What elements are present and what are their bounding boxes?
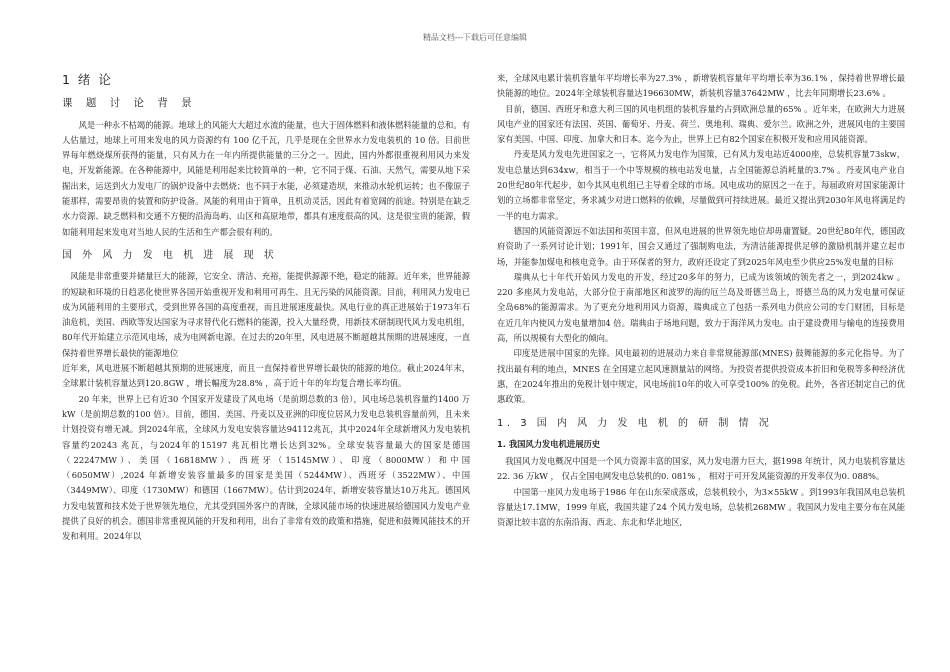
paragraph: 风是一种永不枯竭的能源。地球上的风能大大超过水流的能量，也大于固体燃料和液体燃料能量的总和。有人估量过，地球上可用来发电的风力资源约有 100 亿千瓦，几乎是现在全世界水力发电装机的 10 倍。目前世界每年燃烧煤所获得的能量，只有风力在一年内所提供能量的三分之一。因此，国内外都很重视利用风力来发电，开发新能源。在各种能源中，风能是利用起来比较简单的一种，它不同于煤、石油、天然气，需要从地下采掘出来，运送到火力发电厂的锅炉设备中去燃烧；也不同于水能，必须建造坝，来推动水轮机运转；也不像原子能那样，需要昂贵的装置和防护设备。风能的利用由于简单，且机动灵活，因此有着宽阔的前途。特别是在缺乏水力资源、缺乏燃料和交通不方便的沿海岛屿、山区和高原地带，都具有速度很高的风。这是很宝贵的能源，假如能利用起来发电对当地人民的生活和生产都会很有利的。: [62, 119, 470, 237]
left-column: [62, 72, 470, 545]
paragraph: 目前，德国、西班牙和意大利三国的风电机组的装机容量约占到欧洲总量的65% 。近年来，在欧洲大力进展风电产业的国家还有法国、英国、葡萄牙、丹麦、荷兰、奥地利、瑞典、爱尔兰。欧洲之外，进展风电的主要国家有美国、中国、印度、加拿大和日本。迄今为止，世界上已有82个国家在积极开发和应用风能资源。: [497, 103, 905, 145]
paragraph: 印度是进展中国家的先锋。风电最初的进展动力来自非常规能源部(MNES) 鼓舞能源的多元化指导。为了找出最有利的地点，MNES 在全国建立起风速测量站的网络。为投资者提供投资成本折旧和免税等多种经济优惠，在2024年推出的免税计划中规定，风电场前10年的收入可享受100% 的免税。此外，各省还制定自己的优惠政策。: [497, 348, 905, 405]
paragraph: 近年来，风电进展不断超越其预期的进展速度，而且一直保持着世界增长最快的能源的地位。截止2024年末，全球累计装机容量达到120.8GW ，增长幅度为28.8% ，高于近十年的年均复合增长率均值。: [62, 363, 470, 389]
header-note: 精品文档---下载后可任意编辑: [422, 33, 528, 42]
paragraph: 我国风力发电概况中国是一个风力资源丰富的国家，风力发电潜力巨大，据1998 年统计，风力电装机容量达22. 36 万kW ， 仅占全国电网发电总装机的0. 081% ， 相对于可开发风能资源的开发率仅为0. 088%。: [497, 456, 905, 482]
section-title-foreign: 国 外 风 力 发 电 机 进 展 现 状: [62, 249, 278, 261]
paragraph: 中国第一座风力发电场于1986 年在山东荣成落成，总装机较小，为3×55kW 。到1993年我国风电总装机容量达17.1MW，1999 年底，我国共建了24 个风力发电场，总装机268MW 。我国风力发电主要分布在风能资源比较丰富的东南沿海、西北、东北和华北地区,: [497, 486, 905, 528]
section-title-domestic: 1. 3 国 内 风 力 发 电 机 的 研 制 情 况: [497, 417, 773, 429]
subsection-title: 1. 我国风力发电机进展历史: [497, 438, 601, 449]
section-title-background: 课 题 讨 论 背 景: [62, 97, 197, 110]
paragraph: 丹麦是风力发电先进国家之一，它将风力发电作为国策，已有风力发电站近4000座，总装机容量73skw，发电总量达到634xw，相当于一个中等规模的核电站发电量，占全国能源总消耗量的3.7% 。丹麦风电产业自20世纪80年代起步，如今其风电机组已主导着全球的市场。风电成功的原因之一在于，每届政府对国家能源计划的立场都非常坚定，务求减少对进口燃料的依赖，尽量做到可持续进展。最近又提出到2030年风电将满足约一半的电力需求。: [497, 149, 905, 221]
paragraph: 瑞典从七十年代开始风力发电的开发，经过20多年的努力，已成为该领域的领先者之一，到2024kw 。220 多座风力发电站，大部分位于南部地区和波罗的海的厄兰岛及哥德兰岛上，哥德兰岛的风力发电量可保证全岛68%的能源需求。为了更充分地利用风力资源，瑞典成立了包括一系列电力供应公司的专门财团，目标是在近几年内使风力发电量增加4 倍。瑞典由于场地问题，致力于海洋风力发电。由于建设费用与输电的连接费用高，所以规模有大型化的倾向。: [497, 271, 905, 344]
paragraph: 风能是非常重要并储量巨大的能源，它安全、清洁、充裕，能提供源源不绝，稳定的能源。近年来，世界能源的短缺和环境的日趋恶化使世界各国开始重视开发和利用可再生、且无污染的风能资源。目前，利用风力发电已成为风能利用的主要形式，受到世界各国的高度重视，而且进展速度最快。风电行业的真正进展始于1973年石油危机，美国、西欧等发达国家为寻求替代化石燃料的能源，投入大量经费，用新技术研制现代风力发电机组，80年代开始建立示范风电场，成为电网新电源。在过去的20年里，风电进展不断超越其预期的进展速度，一直保持着世界增长最快的能源地位: [62, 271, 470, 358]
chapter-title: 1 绪 论: [62, 72, 113, 87]
paragraph: 来，全球风电累计装机容量年平均增长率为27.3% ，新增装机容量年平均增长率为36.1% ，保持着世界增长最快能源的地位。2024年全球装机容量达196630MW，新装机容量37642MW ，比去年同期增长23.6% 。: [497, 73, 905, 99]
paragraph: 德国的风能资源远不如法国和英国丰富，但风电进展的世界领先地位却毋庸置疑。20世纪80年代，德国政府资助了一系列讨论计划；1991年，国会又通过了强制购电法，为清洁能源提供足够的激励机制并建立起市场，并能参加煤电和核电竞争。由于环保者的努力，政府还设定了到2025年风电至少供应25%发电量的目标: [497, 225, 905, 267]
right-column: [497, 71, 905, 531]
paragraph: 20 年来，世界上已有近30 个国家开发建设了风电场（是前期总数的3 倍），风电场总装机容量约1400 万kW（是前期总数的100 倍）。目前，德国、美国、丹麦以及亚洲的印度位居风力发电总装机容量前列，且未来计划投资有增无减。到2024年底，全球风力发电安装容量达94112兆瓦，其中2024年全球新增风力发电装机容量约20243 兆瓦，与2024年的15197 兆瓦相比增长达到32%。全球安装容量最大的国家是德国（22247MW）、美国（16818MW）、西班牙（15145MW）、印度（8000MW）和中国（6050MW）,2024 年新增安装容量最多的国家是美国（5244MW）、西班牙（3522MW）、中国（3449MW）、印度（1730MW）和德国（1667MW）。估计到2024年，新增安装容量达10万兆瓦。德国风力发电装置和技术处于世界领先地位，尤其受到国外客户的青睐，全球风能市场的快速进展给德国风力发电产业提供了良好的机会。德国非常重视风能的开发和利用，出台了非常有效的政策和措施，促进和鼓舞风能技术的开发和利用。2024年以: [62, 393, 470, 542]
